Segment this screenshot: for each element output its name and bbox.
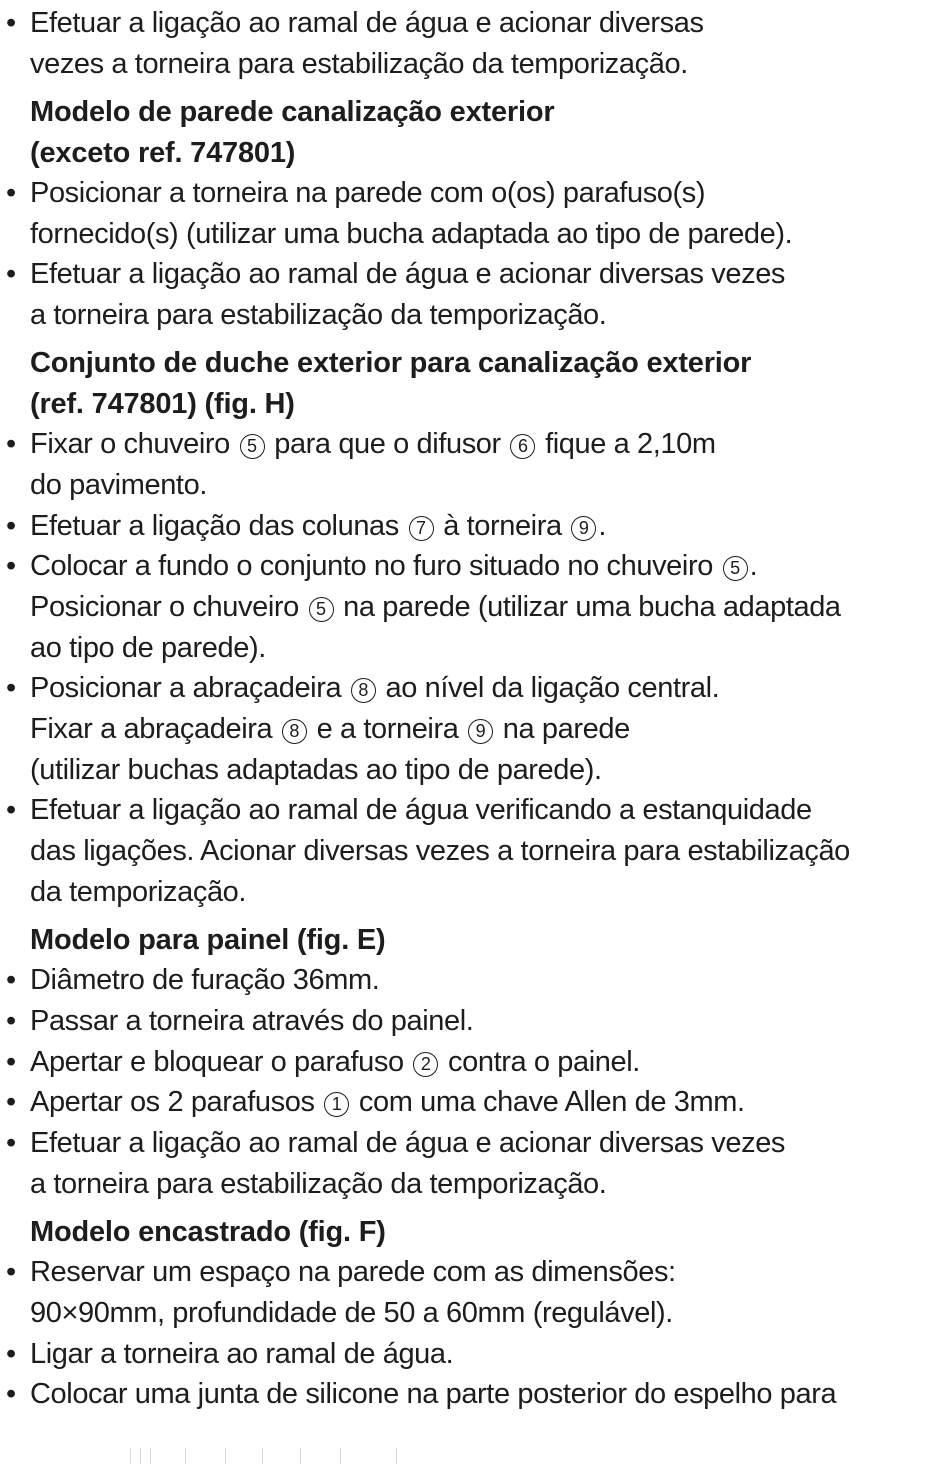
- bullet-text-line: Fixar o chuveiro 5 para que o difusor 6 fique a 2,10m: [30, 428, 716, 460]
- bullet-marker: •: [6, 794, 17, 826]
- bullet-marker: •: [6, 1378, 17, 1410]
- bullet-text-line: Diâmetro de furação 36mm.: [30, 964, 380, 996]
- bullet-text-line: Ligar a torneira ao ramal de água.: [30, 1338, 454, 1370]
- crop-mark: [340, 1448, 341, 1464]
- bullet-text-line: 90×90mm, profundidade de 50 a 60mm (regulável).: [30, 1297, 673, 1329]
- section-heading-line: Modelo para painel (fig. E): [30, 924, 386, 956]
- bullet-marker: •: [6, 1127, 17, 1159]
- circled-reference-number: 5: [309, 597, 334, 622]
- crop-mark: [262, 1448, 263, 1464]
- circled-reference-number: 9: [468, 719, 493, 744]
- crop-mark: [150, 1448, 151, 1464]
- bullet-text-line: das ligações. Acionar diversas vezes a torneira para estabilização: [30, 835, 850, 867]
- circled-reference-number: 9: [571, 516, 596, 541]
- bullet-text-line: Efetuar a ligação ao ramal de água e acionar diversas vezes: [30, 258, 786, 290]
- circled-reference-number: 8: [351, 678, 376, 703]
- crop-mark: [130, 1448, 131, 1464]
- bullet-marker: •: [6, 672, 17, 704]
- circled-reference-number: 7: [409, 516, 434, 541]
- bullet-text-line: ao tipo de parede).: [30, 632, 266, 664]
- bullet-text-line: do pavimento.: [30, 469, 207, 501]
- circled-reference-number: 1: [324, 1092, 349, 1117]
- section-heading-line: (ref. 747801) (fig. H): [30, 388, 295, 420]
- crop-mark: [225, 1448, 226, 1464]
- bullet-text-line: Efetuar a ligação ao ramal de água e acionar diversas: [30, 7, 704, 39]
- bullet-text-line: Reservar um espaço na parede com as dimensões:: [30, 1256, 676, 1288]
- bullet-text-line: a torneira para estabilização da temporização.: [30, 1168, 607, 1200]
- circled-reference-number: 5: [723, 556, 748, 581]
- section-heading-line: Modelo encastrado (fig. F): [30, 1216, 386, 1248]
- bullet-marker: •: [6, 1005, 17, 1037]
- bullet-text-line: Posicionar a abraçadeira 8 ao nível da ligação central.: [30, 672, 720, 704]
- bullet-marker: •: [6, 964, 17, 996]
- section-heading-line: Modelo de parede canalização exterior: [30, 96, 555, 128]
- bullet-text-line: Efetuar a ligação ao ramal de água verificando a estanquidade: [30, 794, 812, 826]
- bullet-text-line: Colocar uma junta de silicone na parte posterior do espelho para: [30, 1378, 837, 1410]
- bullet-marker: •: [6, 258, 17, 290]
- bullet-marker: •: [6, 1256, 17, 1288]
- bullet-marker: •: [6, 1046, 17, 1078]
- bullet-text-line: Posicionar a torneira na parede com o(os) parafuso(s): [30, 177, 706, 209]
- section-heading-line: (exceto ref. 747801): [30, 137, 296, 169]
- bullet-text-line: (utilizar buchas adaptadas ao tipo de parede).: [30, 754, 602, 786]
- circled-reference-number: 6: [510, 434, 535, 459]
- circled-reference-number: 2: [413, 1052, 438, 1077]
- bullet-text-line: Efetuar a ligação das colunas 7 à torneira 9 .: [30, 510, 607, 542]
- bullet-text-line: Efetuar a ligação ao ramal de água e acionar diversas vezes: [30, 1127, 786, 1159]
- bullet-marker: •: [6, 1338, 17, 1370]
- bullet-text-line: fornecido(s) (utilizar uma bucha adaptada ao tipo de parede).: [30, 218, 793, 250]
- circled-reference-number: 5: [240, 434, 265, 459]
- bullet-text-line: Colocar a fundo o conjunto no furo situado no chuveiro 5 .: [30, 550, 758, 582]
- bullet-text-line: vezes a torneira para estabilização da temporização.: [30, 48, 688, 80]
- bullet-text-line: Apertar e bloquear o parafuso 2 contra o painel.: [30, 1046, 640, 1078]
- crop-mark: [300, 1448, 301, 1464]
- circled-reference-number: 8: [282, 719, 307, 744]
- bullet-marker: •: [6, 550, 17, 582]
- bullet-marker: •: [6, 510, 17, 542]
- bullet-text-line: a torneira para estabilização da temporização.: [30, 299, 607, 331]
- section-heading-line: Conjunto de duche exterior para canalização exterior: [30, 347, 752, 379]
- bullet-text-line: da temporização.: [30, 876, 247, 908]
- bullet-marker: •: [6, 428, 17, 460]
- bullet-marker: •: [6, 1086, 17, 1118]
- crop-mark: [140, 1448, 141, 1464]
- crop-mark: [396, 1448, 397, 1464]
- bullet-text-line: Fixar a abraçadeira 8 e a torneira 9 na parede: [30, 713, 630, 745]
- bullet-text-line: Passar a torneira através do painel.: [30, 1005, 474, 1037]
- bullet-text-line: Apertar os 2 parafusos 1 com uma chave Allen de 3mm.: [30, 1086, 745, 1118]
- bullet-text-line: Posicionar o chuveiro 5 na parede (utilizar uma bucha adaptada: [30, 591, 841, 623]
- crop-mark: [185, 1448, 186, 1464]
- page-bottom-edge: [0, 1440, 950, 1470]
- bullet-marker: •: [6, 177, 17, 209]
- bullet-marker: •: [6, 7, 17, 39]
